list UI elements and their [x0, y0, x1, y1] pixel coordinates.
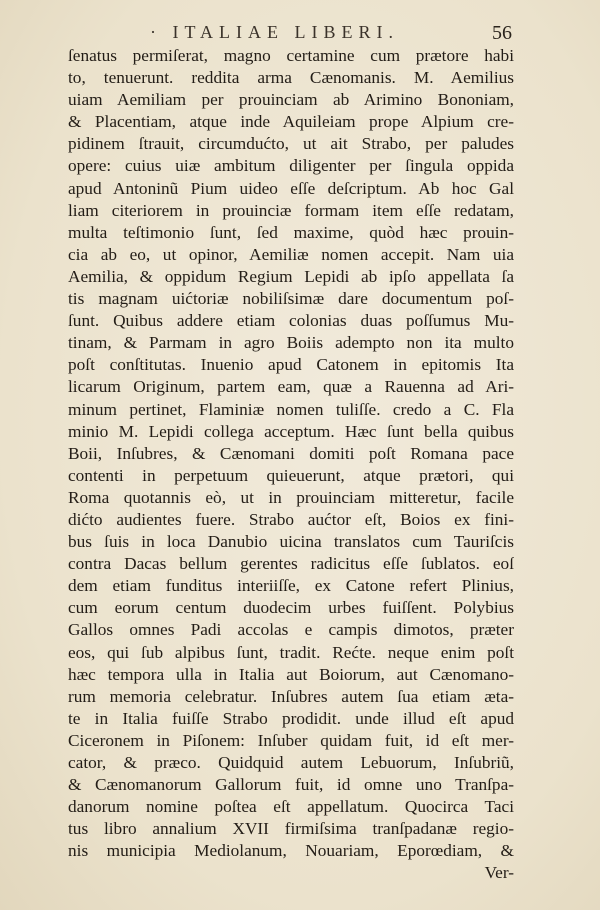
text-line: dem etiam funditus interiiſſe, ex Catone refert Plinius, [68, 576, 514, 596]
text-line: contenti in perpetuum quieuerunt, atque prætori, qui [68, 465, 514, 485]
text-line: multa teſtimonio ſunt, ſed maxime, quòd hæc prouin- [68, 222, 514, 242]
text-line: cator, & præco. Quidquid autem Lebuorum, Inſubriũ, [68, 753, 514, 772]
text-line: Ciceronem in Piſonem: Inſuber quidam fuit, id eſt mer- [68, 730, 514, 750]
text-line: liam citeriorem in prouinciæ formam item eſſe redatam, [68, 200, 514, 220]
text-line: minio M. Lepidi collega acceptum. Hæc ſunt bella quibus [68, 421, 514, 441]
text-line: cia ab eo, ut opinor, Aemiliæ nomen accepit. Nam uia [68, 244, 514, 264]
text-line: pidinem ſtrauit, circumdućto, ut ait Strabo, per paludes [68, 134, 514, 154]
text-line: & Cænomanorum Gallorum fuit, id omne uno Tranſpa- [68, 775, 514, 795]
text-line: hæc tempora ulla in Italia aut Boiorum, aut Cænomano- [68, 664, 514, 684]
text-line: contra Dacas bellum gerentes radicitus eſſe ſublatos. eoſ [68, 554, 514, 574]
text-line: danorum nomine poſtea eſt appellatum. Quocirca Taci [68, 797, 514, 817]
page-number: 56 [492, 22, 512, 44]
text-line: apud Antoninũ Pium uideo eſſe deſcriptum. Ab hoc Gal [68, 178, 514, 198]
text-line: ſenatus permiſerat, magno certamine cum prætore habi [68, 46, 514, 65]
text-line: Aemilia, & oppidum Regium Lepidi ab ipſo appellata ſa [68, 266, 514, 286]
running-title: · ITALIAE LIBERI. [150, 22, 400, 42]
text-line: poſt conſtitutas. Inuenio apud Catonem in epitomis Ita [68, 355, 514, 375]
text-line: Gallos omnes Padi accolas e campis dimotos, præter [68, 620, 514, 640]
text-line: & Placentiam, atque inde Aquileiam prope Alpium cre- [68, 112, 514, 132]
text-line: tis magnam uićtoriæ nobiliſsimæ dare documentum poſ- [68, 289, 514, 309]
text-line: Ver- [484, 863, 514, 883]
text-line: minum pertinet, Flaminiæ nomen tuliſſe. credo a C. Fla [68, 399, 514, 419]
text-line: ſunt. Quibus addere etiam colonias duas poſſumus Mu- [68, 311, 514, 331]
body-text [68, 45, 514, 885]
text-line: tus libro annalium XVII firmiſsima tranſpadanæ regio- [68, 819, 514, 839]
text-line: dićto audientes fuere. Strabo aućtor eſt, Boios ex fini- [68, 509, 514, 529]
text-line: bus ſuis in loca Danubio uicina translatos cum Tauriſcis [68, 532, 514, 552]
text-line: tinam, & Parmam in agro Boiis adempto non ita multo [68, 333, 514, 353]
text-line: nis municipia Mediolanum, Nouariam, Eporœdiam, & [68, 841, 514, 861]
text-line: eos, qui ſub alpibus ſunt, tradit. Rećte. neque enim poſt [68, 642, 514, 662]
text-line: uiam Aemiliam per prouinciam ab Arimino Bononiam, [68, 90, 514, 110]
text-line: te in Italia fuiſſe Strabo prodidit. unde illud eſt apud [68, 708, 514, 728]
text-line: Boii, Inſubres, & Cænomani domiti poſt Romana pace [68, 443, 514, 463]
text-line: opere: cuius uiæ ambitum diligenter per ſingula oppida [68, 156, 514, 176]
text-line: to, tenuerunt. reddita arma Cænomanis. M. Aemilius [68, 68, 514, 88]
text-line: rum memoria celebratur. Inſubres autem ſua etiam æta- [68, 686, 514, 706]
text-line: cum eorum centum duodecim urbes fuiſſent. Polybius [68, 598, 514, 618]
text-line: licarum Originum, partem eam, quæ a Rauenna ad Ari- [68, 377, 514, 397]
text-line: Roma quotannis eò, ut in prouinciam mitteretur, facile [68, 487, 514, 507]
